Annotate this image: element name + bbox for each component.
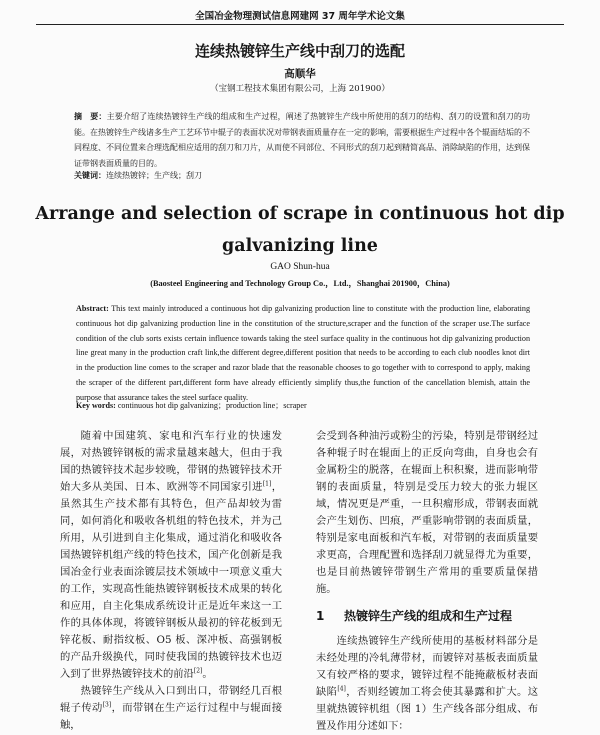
paragraph-text: 热镀锌生产线从入口到出口，带钢经几百根辊子传动 — [60, 685, 282, 714]
body-left-column — [60, 428, 282, 734]
en-abstract-label: Abstract: — [76, 304, 109, 313]
citation: [4] — [337, 685, 346, 693]
cn-affiliation: （宝钢工程技术集团有限公司，上海 201900） — [210, 84, 390, 94]
en-abstract-text: This text mainly introduced a continuous hot dip galvanizing production line to constitute with the production line, elaborating continuous hot dip galvanizing production line in the constitution of the structure,scraper and the function of the scraper use.The surface condition of the club sorts exists certain influence towards taking the steel surface quality in the continuous hot dip galvanizing production line great many in the production craft link,the different degree,different position that needs to be according to each club noodles knot dirt in the production line comes to the scraper and razor blade that the reasonable chooses to go together with to correspond to apply, making the scraper of the different part,different form have already efficiently simplify thus,the function of the cancellation blemish, attain the purpose that assurance takes the steel surface quality. — [76, 304, 530, 402]
en-keywords-label: Key words: — [76, 401, 116, 410]
cn-title: 连续热镀锌生产线中刮刀的选配 — [194, 42, 405, 60]
cn-abstract — [74, 109, 530, 171]
en-affiliation: (Baosteel Engineering and Technology Group Co.，Ltd.，Shanghai 201900，China) — [150, 279, 450, 288]
header-rule — [36, 24, 564, 25]
section-heading — [316, 608, 538, 625]
en-title-line1: Arrange and selection of scrape in continuous hot dip — [35, 204, 565, 224]
cn-abstract-label: 摘 要： — [74, 112, 107, 121]
en-author: GAO Shun-hua — [270, 262, 330, 272]
citation: [3] — [102, 701, 112, 709]
citation: [2] — [193, 667, 203, 675]
paragraph-text: ，否则经镀加工将会使其暴露和扩大。这里就热镀锌机组（图 1）生产线各部分组成、布置及作用分述如下： — [316, 686, 539, 732]
cn-keywords-text: 连续热镀锌；生产线；刮刀 — [106, 171, 202, 180]
en-abstract — [76, 302, 530, 406]
paragraph-text: ，虽然其生产技术都有其特色，但产品却较为雷同，如何消化和吸收各机组的特色技术，并为己所用，从引进到自主化集成，通过消化和吸收各国热镀锌机组产线的特色技术，国产化创新是我国冶金行业表面涂镀层技术领域中一项意义重大的工作，实现高性能热镀锌钢板技术成果的转化和应用，自主化集成系统设计正是近年来这一工作的具体体现，将镀锌钢板从最初的锌花板到无锌花板、耐指纹板、O5 板、深冲板、高强钢板的产品升级换代，同时使我国的热镀锌技术也迈入到了世界热镀锌技术的前沿 — [60, 481, 283, 680]
body-right-column — [316, 428, 538, 735]
cn-abstract-text: 主要介绍了连续热镀锌生产线的组成和生产过程，阐述了热镀锌生产线中所使用的刮刀的结构、刮刀的设置和刮刀的功能。在热镀锌生产线诸多生产工艺环节中辊子的表面状况对带钢表面质量存在一定的影响，需要根据生产过程中各个辊面结垢的不同程度、不同位置来合理选配相应适用的刮刀和刀片，从而使不同部位、不同形式的刮刀起到精简高品、消除缺陷的作用，达到保证带钢表面质量的目的。 — [74, 112, 531, 168]
body-paragraph — [60, 428, 282, 683]
section-number: 1 — [316, 609, 325, 623]
cn-keywords-label: 关键词： — [74, 171, 106, 180]
en-title-line2: galvanizing line — [222, 236, 378, 256]
body-paragraph — [316, 633, 538, 735]
body-paragraph: 会受到各种油污或粉尘的污染，特别是带钢经过各种辊子时在辊面上的正反向弯曲，自身也会有金属粉尘的脱落，在辊面上积积聚，进而影响带钢的表面质量，特别是受压力较大的张力辊区域，情况更是严重，一旦积瘤形成，带钢表面就会产生划伤、凹痕，严重影响带钢的表面质量，特别是家电面板和汽车板，对带钢的表面质量要求更高，合理配置和选择刮刀就显得尤为重要，也是目前热镀锌带钢生产常用的重要质量保措施。 — [316, 430, 538, 595]
cn-author: 高顺华 — [284, 68, 316, 80]
section-title: 热镀锌生产线的组成和生产过程 — [344, 609, 513, 623]
cn-keywords — [74, 170, 530, 181]
paragraph-text: 。 — [202, 668, 213, 680]
paragraph-text: 随着中国建筑、家电和汽车行业的快速发展，对热镀锌钢板的需求量越来越大，但由于我国的热镀锌技术起步较晚，带钢的热镀锌技术开始大多从美国、日本、欧洲等不同国家引进 — [60, 430, 282, 493]
citation: [1] — [262, 480, 272, 488]
paragraph-text: 连续热镀锌生产线所使用的基板材料部分是未经处理的冷轧薄带材，而镀锌对基板表面质量又有较严格的要求，镀锌过程不能掩蔽板材表面缺陷 — [316, 635, 538, 698]
en-keywords-text: continuous hot dip galvanizing；production line；scraper — [117, 401, 307, 410]
running-header: 全国冶金物理测试信息网建网 37 周年学术论文集 — [195, 11, 405, 22]
paragraph-text: ，而带钢在生产运行过程中与辊面接触， — [60, 702, 283, 731]
body-paragraph — [60, 683, 282, 734]
en-keywords — [76, 400, 530, 411]
